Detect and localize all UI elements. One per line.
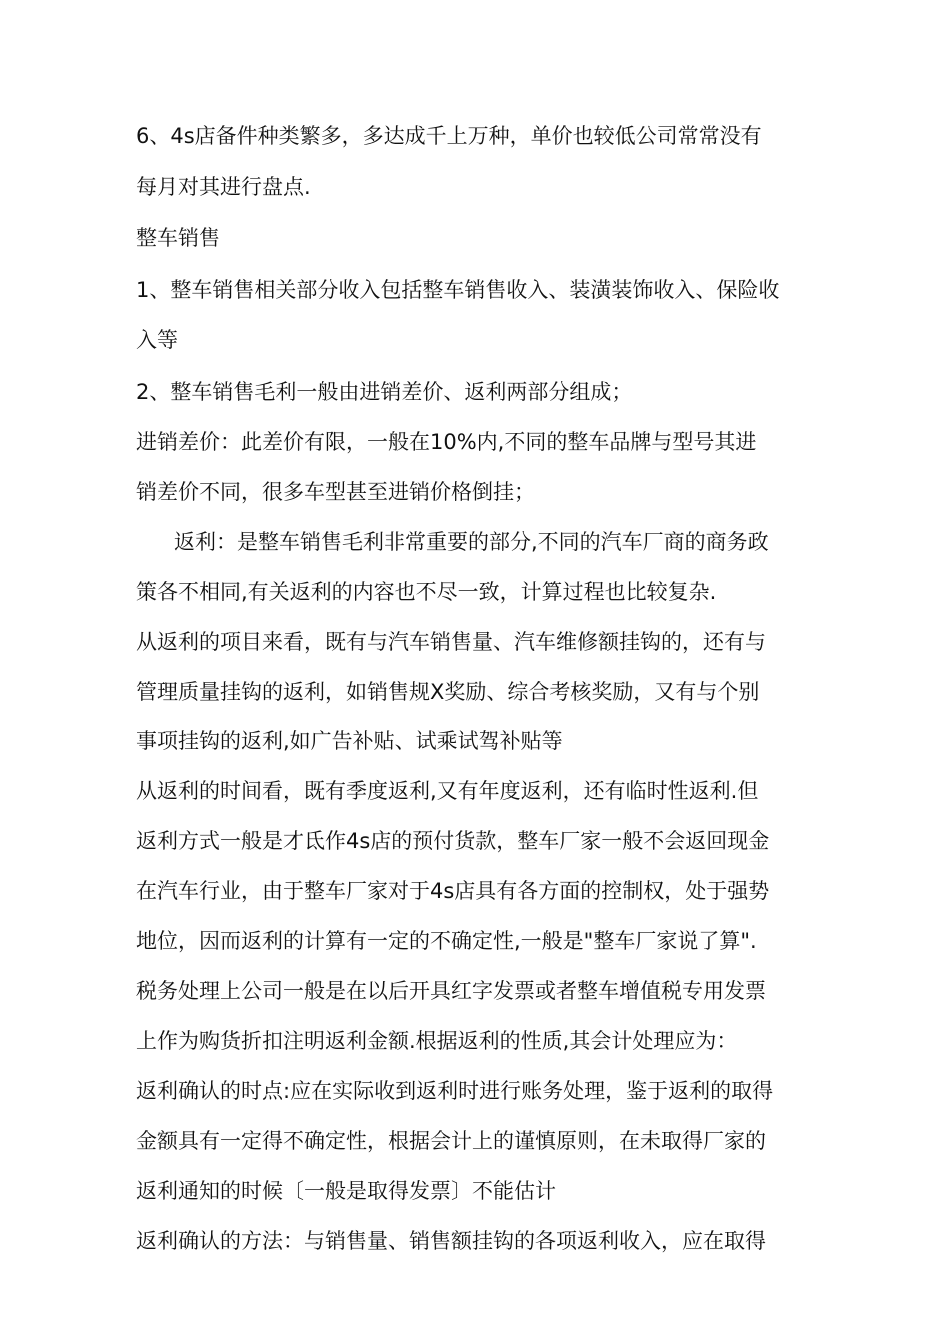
paragraph-line: 返利：是整车销售毛利非常重要的部分,不同的汽车厂商的商务政	[174, 530, 769, 554]
paragraph-line: 入等	[136, 328, 178, 352]
section-heading: 整车销售	[136, 226, 220, 250]
paragraph-line: 管理质量挂钩的返利，如销售规X奖励、综合考核奖励，又有与个别	[136, 680, 760, 704]
paragraph-line: 税务处理上公司一般是在以后开具红字发票或者整车增值税专用发票	[136, 979, 766, 1003]
paragraph-line: 销差价不同，很多车型甚至进销价格倒挂；	[136, 480, 535, 504]
paragraph-line: 返利确认的方法：与销售量、销售额挂钩的各项返利收入，应在取得	[136, 1229, 766, 1253]
paragraph-line: 地位，因而返利的计算有一定的不确定性,一般是"整车厂家说了算".	[136, 929, 757, 953]
paragraph-line: 返利确认的时点:应在实际收到返利时进行账务处理，鉴于返利的取得	[136, 1079, 774, 1103]
paragraph-line: 策各不相同,有关返利的内容也不尽一致，计算过程也比较复杂.	[136, 580, 717, 604]
paragraph-line: 返利通知的时候〔一般是取得发票〕不能估计	[136, 1179, 556, 1203]
paragraph-line: 每月对其进行盘点.	[136, 175, 311, 199]
paragraph-line: 1、整车销售相关部分收入包括整车销售收入、装潢装饰收入、保险收	[136, 278, 780, 302]
paragraph-line: 上作为购货折扣注明返利金额.根据返利的性质,其会计处理应为：	[136, 1029, 738, 1053]
paragraph-line: 进销差价：此差价有限，一般在10%内,不同的整车品牌与型号其进	[136, 430, 757, 454]
paragraph-line: 2、整车销售毛利一般由进销差价、返利两部分组成；	[136, 380, 633, 404]
paragraph-line: 在汽车行业，由于整车厂家对于4s店具有各方面的控制权，处于强势	[136, 879, 770, 903]
paragraph-line: 6、4s店备件种类繁多，多达成千上万种，单价也较低公司常常没有	[136, 124, 762, 148]
paragraph-line: 事项挂钩的返利,如广告补贴、试乘试驾补贴等	[136, 729, 563, 753]
paragraph-line: 从返利的项目来看，既有与汽车销售量、汽车维修额挂钩的，还有与	[136, 630, 766, 654]
paragraph-line: 金额具有一定得不确定性，根据会计上的谨慎原则，在未取得厂家的	[136, 1129, 766, 1153]
paragraph-line: 返利方式一般是才氐作4s店的预付货款，整车厂家一般不会返回现金	[136, 829, 770, 853]
paragraph-line: 从返利的时间看，既有季度返利,又有年度返利，还有临时性返利.但	[136, 779, 759, 803]
